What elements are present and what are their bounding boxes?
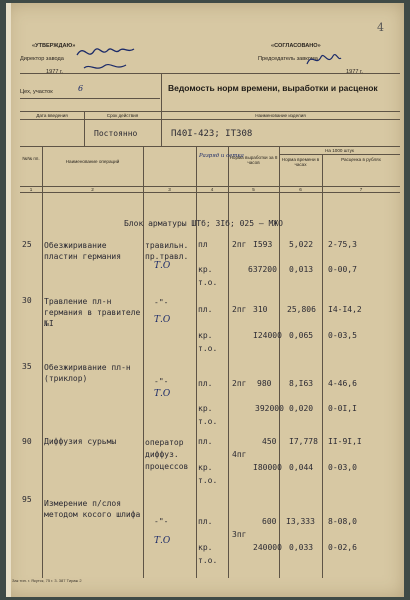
row-output: I24000 (253, 331, 282, 340)
row-equipment: оператор диффуз. процессов (145, 438, 189, 471)
row-grade: 2пг (232, 305, 247, 314)
row-grade-handwritten: Т.О (154, 261, 171, 271)
row-output: I593 (253, 240, 273, 249)
row-unit: кр. (198, 331, 213, 340)
block-line: Блок арматуры ШТб; ЗІб; 025 – МЖО (124, 219, 283, 228)
row-unit: кр. (198, 463, 213, 472)
row-output: 980 (257, 379, 272, 388)
row-unit: пл (198, 240, 208, 249)
row-time: I7,778 (289, 437, 318, 446)
row-unit: т.о. (198, 556, 218, 565)
row-unit: пл. (198, 437, 213, 446)
row-grade-handwritten: Т.О (154, 389, 171, 399)
col-number: 1 (29, 187, 33, 192)
part-name-value: П40I-423; IТ308 (171, 129, 253, 139)
validity-value: Постоянно (94, 129, 138, 138)
col-header-operations: Наименование операций (65, 159, 120, 164)
plant-director-label: Директор завода (20, 56, 64, 62)
row-time: 0,013 (289, 265, 314, 274)
agreed-date-label: 1977 г. (346, 69, 363, 75)
row-unit: кр. (198, 543, 213, 552)
row-operation: Обезжиривание пластин германия (44, 241, 122, 261)
rule (279, 146, 280, 578)
row-rate: 8-08,0 (328, 517, 357, 526)
row-output: 392000 (255, 404, 284, 413)
rule (42, 146, 43, 578)
row-time: 0,033 (289, 543, 314, 552)
row-unit: т.о. (198, 344, 218, 353)
row-rate: 0-00,7 (328, 265, 357, 274)
approved-label: «УТВЕРЖДАЮ» (32, 43, 76, 49)
row-ordinal: 30 (22, 296, 32, 305)
row-rate: 0-03,0 (328, 463, 357, 472)
union-committee-label: Председатель завкома (258, 56, 318, 62)
row-output: 240000 (253, 543, 282, 552)
left-binding-strip (6, 3, 11, 597)
row-ordinal: 90 (22, 437, 32, 446)
row-operation: Диффузия сурьмы (44, 437, 117, 446)
row-rate: I4-I4,2 (328, 305, 362, 314)
rule (20, 119, 400, 120)
row-rate: 2-75,3 (328, 240, 357, 249)
col-header-intro-date: Дата введения (36, 113, 68, 118)
page-number: 4 (377, 21, 384, 34)
row-grade: 2пг (232, 240, 247, 249)
row-unit: пл. (198, 517, 213, 526)
row-rate: 0-0I,I (328, 404, 357, 413)
row-output: 637200 (248, 265, 277, 274)
row-unit: т.о. (198, 278, 218, 287)
row-time: 5,022 (289, 240, 314, 249)
row-rate: 0-02,6 (328, 543, 357, 552)
col-header-rate: Расценка в рублях (341, 157, 381, 162)
row-time: I3,333 (286, 517, 315, 526)
rule (20, 73, 400, 74)
row-operation: Обезжиривание пл-н (триклор) (44, 363, 131, 383)
row-unit: пл. (198, 379, 213, 388)
rule (20, 146, 400, 147)
row-time: 25,806 (287, 305, 316, 314)
row-output: I80000 (253, 463, 282, 472)
row-grade: 4пг (232, 450, 247, 459)
col-number: 7 (359, 187, 363, 192)
row-operation: Измерение п/слоя методом косого шлифа (44, 499, 141, 519)
row-equipment: травильн. пр.травл. (145, 241, 189, 261)
row-unit: т.о. (198, 476, 218, 485)
col-number: 5 (252, 187, 255, 192)
agreed-label: «СОГЛАСОВАНО» (271, 43, 321, 49)
rule (322, 154, 323, 578)
rule (20, 111, 400, 112)
row-rate: 0-03,5 (328, 331, 357, 340)
row-grade: 2пг (232, 379, 247, 388)
rule (196, 146, 197, 578)
row-unit: кр. (198, 404, 213, 413)
printer-imprint: Зак тип. г. Якутск, 75 г. 3. 387 Тираж 2 (12, 578, 82, 583)
col-number: 4 (210, 187, 214, 192)
section-number: 6 (78, 84, 84, 93)
approved-date-label: 1977 г. (46, 69, 63, 75)
row-operation: Травление пл-н германия в травителе №I (44, 297, 141, 328)
shop-label: Цех, участок (20, 89, 53, 95)
row-time: 8,I63 (289, 379, 314, 388)
agreed-signature (304, 49, 344, 71)
row-grade: 3пг (232, 530, 247, 539)
row-output: 310 (253, 305, 268, 314)
col-header-per-1000: На 1000 штук (325, 148, 354, 153)
row-unit: кр. (198, 265, 213, 274)
col-number: 3 (168, 187, 171, 192)
row-time: 0,020 (289, 404, 314, 413)
col-header-ordinal: №№ пп. (22, 156, 40, 161)
col-header-validity: Срок действия (106, 113, 139, 118)
row-unit: т.о. (198, 417, 218, 426)
row-grade-handwritten: Т.О (154, 315, 171, 325)
row-equipment: -"- (154, 298, 169, 307)
rule (228, 146, 229, 578)
row-ordinal: 25 (22, 240, 32, 249)
rule (20, 98, 160, 99)
row-output: 600 (262, 517, 277, 526)
document-page (6, 3, 404, 597)
row-equipment: -"- (154, 377, 169, 386)
director-signature (74, 41, 144, 75)
col-number: 6 (299, 187, 302, 192)
col-header-grade-grid: Разряд и сетка (199, 153, 244, 159)
row-rate: 4-46,6 (328, 379, 357, 388)
rule (279, 154, 400, 155)
row-unit: пл. (198, 305, 213, 314)
row-time: 0,065 (289, 331, 314, 340)
row-time: 0,044 (289, 463, 314, 472)
row-grade-handwritten: Т.О (154, 536, 171, 546)
row-ordinal: 35 (22, 362, 32, 371)
row-ordinal: 95 (22, 495, 32, 504)
col-number: 2 (91, 187, 94, 192)
rule (161, 73, 162, 146)
document-title: Ведомость норм времени, выработки и расценок (168, 83, 378, 93)
col-header-output-norm: Норма выработки за 8 часов (229, 155, 278, 166)
row-output: 450 (262, 437, 277, 446)
row-equipment: -"- (154, 517, 169, 526)
col-header-time-norm: Норма времени в часах (281, 157, 320, 168)
row-rate: II-9I,I (328, 437, 362, 446)
col-header-part-name: Наименование изделия (255, 113, 306, 118)
